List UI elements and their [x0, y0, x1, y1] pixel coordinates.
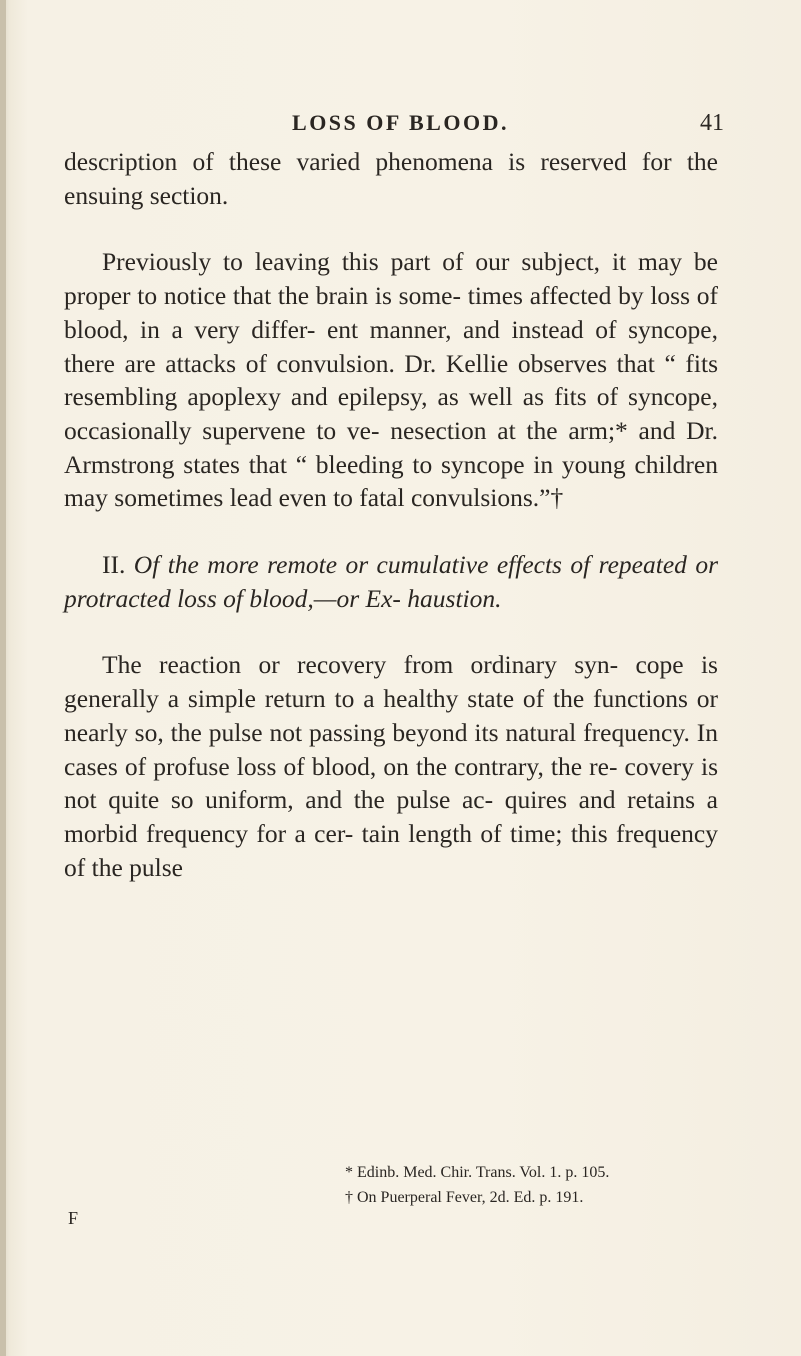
section-heading-title: Of the more remote or cumulative effects of repeated or protracted loss of blood,—or Ex- haustion. — [64, 550, 718, 613]
section-heading-number: II. — [102, 550, 126, 580]
paragraph-previously: Previously to leaving this part of our subject, it may be proper to notice that the brain is some- times affected by loss of blood, in a very differ- ent manner, and instead of syncope, there are attacks of convulsion. Dr. Kellie observes that “ fits resembling apoplexy and epilepsy, as well as fits of syncope, occasionally supervene to ve- nesection at the arm;* and Dr. Armstrong states that “ bleeding to syncope in young children may sometimes lead even to fatal convulsions.”† — [64, 247, 718, 513]
signature-mark: F — [68, 1208, 79, 1228]
page-number: 41 — [700, 110, 724, 136]
paragraph-gap — [64, 515, 718, 548]
footnote-2: † On Puerperal Fever, 2d. Ed. p. 191. — [345, 1189, 584, 1206]
running-title: LOSS OF BLOOD. — [292, 110, 509, 135]
section-heading — [64, 548, 718, 615]
paragraph-gap — [64, 615, 718, 648]
footnote-1: * Edinb. Med. Chir. Trans. Vol. 1. p. 105. — [345, 1164, 610, 1181]
paragraph-continuation: description of these varied phenomena is reserved for the ensuing section. — [64, 147, 718, 210]
paragraph-gap — [64, 212, 718, 245]
paragraph-reaction: The reaction or recovery from ordinary syn- cope is generally a simple return to a healthy state of the functions or nearly so, the pulse not passing beyond its natural frequency. In cases of profuse loss of blood, on the contrary, the re- covery is not quite so uniform, and the pulse ac- quires and retains a morbid frequency for a cer- tain length of time; this frequency of the pulse — [64, 650, 718, 882]
page-header — [0, 110, 801, 140]
page-spine-shadow — [0, 0, 6, 1356]
body-text — [64, 145, 718, 884]
